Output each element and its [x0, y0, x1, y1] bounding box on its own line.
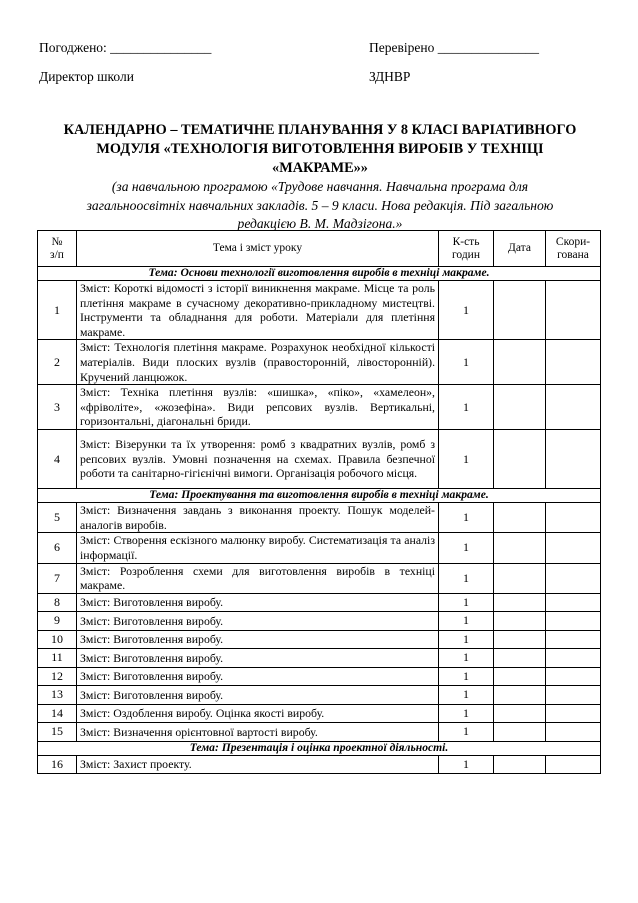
lesson-number: 8 [38, 593, 77, 612]
table-row [38, 649, 601, 668]
date-cell[interactable] [494, 533, 546, 563]
corrected-date-cell[interactable] [546, 430, 601, 489]
table-row [38, 385, 601, 430]
lesson-topic [77, 723, 439, 742]
corrected-date-cell[interactable] [546, 723, 601, 742]
lesson-topic [77, 281, 439, 340]
topic-line: Зміст: Виготовлення виробу. [80, 650, 224, 665]
table-row [38, 667, 601, 686]
lesson-number: 4 [38, 430, 77, 489]
section-row [38, 741, 601, 755]
header-text: з/п [50, 248, 64, 261]
approval-field: Погоджено: _______________ [39, 40, 212, 55]
corrected-date-cell[interactable] [546, 649, 601, 668]
lesson-topic [77, 563, 439, 593]
date-cell[interactable] [494, 612, 546, 631]
lesson-topic [77, 533, 439, 563]
subtitle-line: загальноосвітніх навчальних закладів. 5 – 9 класи. Нова редакція. Під загальною [86, 197, 554, 213]
lesson-number: 15 [38, 723, 77, 742]
corrected-date-cell[interactable] [546, 533, 601, 563]
lesson-topic [77, 704, 439, 723]
topic-line: горизонтальні, діагональні бриди. [80, 414, 251, 429]
date-cell[interactable] [494, 281, 546, 340]
lesson-hours: 1 [439, 630, 494, 649]
table-row [38, 503, 601, 533]
lesson-number: 12 [38, 667, 77, 686]
subtitle-line: редакцією В. М. Мадзігона.» [237, 216, 403, 231]
topic-line: Зміст: Технологія плетіння макраме. Розрахунок необхідної [80, 340, 386, 355]
section-title: Тема: Основи технології виготовлення виробів в техніці макраме. [38, 267, 601, 281]
date-cell[interactable] [494, 686, 546, 705]
topic-line: Зміст: Визначення орієнтовної вартості виробу. [80, 724, 318, 739]
lesson-topic [77, 667, 439, 686]
lesson-hours: 1 [439, 649, 494, 668]
lesson-number: 16 [38, 755, 77, 774]
date-cell[interactable] [494, 385, 546, 430]
page-subtitle [40, 178, 600, 234]
lesson-number: 9 [38, 612, 77, 631]
lesson-hours: 1 [439, 612, 494, 631]
topic-line: лівосторонній). Кручений ланцюжок. [80, 354, 436, 384]
topic-line: Зміст: Короткі відомості з історії виникнення макраме. Місце та [80, 281, 409, 295]
lesson-hours: 1 [439, 533, 494, 563]
corrected-date-cell[interactable] [546, 630, 601, 649]
date-cell[interactable] [494, 340, 546, 385]
section-row [38, 267, 601, 281]
deputy-label: ЗДНВР [369, 69, 411, 84]
corrected-date-cell[interactable] [546, 503, 601, 533]
topic-line: Зміст: Визначення завдань з виконання проекту. Пошук [80, 503, 383, 518]
lesson-hours: 1 [439, 755, 494, 774]
topic-line: роль плетіння макраме в сучасному декоративно-прикладному [80, 281, 435, 310]
header-text: № [51, 235, 63, 248]
corrected-date-cell[interactable] [546, 704, 601, 723]
lesson-number: 13 [38, 686, 77, 705]
corrected-date-cell[interactable] [546, 755, 601, 774]
title-line: КАЛЕНДАРНО – ТЕМАТИЧНЕ ПЛАНУВАННЯ У 8 КЛАСІ ВАРІАТИВНОГО [63, 122, 577, 138]
header-text: Скори- [555, 235, 591, 248]
header-text: Тема і зміст уроку [212, 242, 303, 254]
lesson-topic [77, 430, 439, 489]
topic-line: Зміст: Захист проекту. [80, 757, 192, 772]
title-line: «МАКРАМЕ»» [272, 160, 368, 176]
date-cell[interactable] [494, 430, 546, 489]
col-header-corrected [546, 231, 601, 267]
topic-line: з репсових вузлів. Умовні позначення на схемах. Правила [80, 437, 435, 466]
topic-line: Зміст: Візерунки та їх утворення: ромб з квадратних вузлів, ромб [80, 437, 426, 452]
table-row [38, 533, 601, 563]
topic-line: безпечної роботи та санітарно-гігієнічні вимоги. Організація [80, 451, 436, 481]
lesson-hours: 1 [439, 563, 494, 593]
lesson-number: 2 [38, 340, 77, 385]
table-row [38, 630, 601, 649]
lesson-number: 10 [38, 630, 77, 649]
corrected-date-cell[interactable] [546, 385, 601, 430]
col-header-date [494, 231, 546, 267]
table-header-row [38, 231, 601, 267]
date-cell[interactable] [494, 503, 546, 533]
lesson-topic [77, 630, 439, 649]
lesson-topic [77, 755, 439, 774]
corrected-date-cell[interactable] [546, 340, 601, 385]
topic-line: аналіз інформації. [80, 533, 435, 562]
lesson-topic [77, 503, 439, 533]
topic-line: для плетіння макраме. [80, 310, 435, 339]
topic-line: мистецтві. Інструменти та обладнання для роботи. Матеріали [80, 295, 435, 325]
lesson-hours: 1 [439, 385, 494, 430]
topic-line: макраме. [80, 578, 126, 593]
col-header-number [38, 231, 77, 267]
lesson-topic [77, 593, 439, 612]
corrected-date-cell[interactable] [546, 281, 601, 340]
topic-line: Зміст: Виготовлення виробу. [80, 687, 224, 702]
table-row [38, 340, 601, 385]
col-header-hours [439, 231, 494, 267]
topic-line: Зміст: Виготовлення виробу. [80, 632, 224, 647]
subtitle-line: (за навчальною програмою «Трудове навчання. Навчальна програма для [111, 179, 529, 194]
table-row [38, 723, 601, 742]
lesson-topic [77, 649, 439, 668]
lesson-hours: 1 [439, 723, 494, 742]
lesson-number: 14 [38, 704, 77, 723]
lesson-hours: 1 [439, 686, 494, 705]
corrected-date-cell[interactable] [546, 563, 601, 593]
date-cell[interactable] [494, 704, 546, 723]
topic-line: моделей-аналогів виробів. [80, 503, 435, 532]
header-text: годин [451, 248, 480, 261]
lesson-hours: 1 [439, 704, 494, 723]
lesson-number: 11 [38, 649, 77, 668]
topic-line: Зміст: Розроблення схеми для виготовлення виробів в техніці [80, 563, 435, 578]
table-row [38, 593, 601, 612]
title-line: МОДУЛЯ «ТЕХНОЛОГІЯ ВИГОТОВЛЕННЯ ВИРОБІВ У ТЕХНІЦІ [96, 141, 544, 157]
topic-line: Зміст: Створення ескізного малюнку виробу. Систематизація та [80, 533, 402, 548]
corrected-date-cell[interactable] [546, 593, 601, 612]
topic-line: «фріволіте», «жозефіна». Види репсових вузлів. Вертикальні, [80, 399, 435, 414]
section-row [38, 489, 601, 503]
lesson-number: 6 [38, 533, 77, 563]
date-cell[interactable] [494, 630, 546, 649]
date-cell[interactable] [494, 593, 546, 612]
lesson-hours: 1 [439, 503, 494, 533]
lesson-hours: 1 [439, 593, 494, 612]
date-cell[interactable] [494, 755, 546, 774]
topic-line: Зміст: Виготовлення виробу. [80, 669, 224, 684]
lesson-number: 7 [38, 563, 77, 593]
plan-table [37, 230, 601, 774]
lesson-hours: 1 [439, 281, 494, 340]
checked-field: Перевірено _______________ [369, 40, 539, 55]
topic-line: Зміст: Оздоблення виробу. Оцінка якості виробу. [80, 706, 325, 721]
topic-line: Зміст: Техніка плетіння вузлів: «шишка», «піко», «хамелеон», [80, 385, 435, 400]
lesson-number: 1 [38, 281, 77, 340]
topic-line: робочого місця. [337, 466, 418, 481]
page-title [40, 121, 600, 178]
corrected-date-cell[interactable] [546, 667, 601, 686]
date-cell[interactable] [494, 649, 546, 668]
section-title: Тема: Проектування та виготовлення виробів в техніці макраме. [38, 489, 601, 503]
topic-line: Зміст: Виготовлення виробу. [80, 613, 224, 628]
table-row [38, 430, 601, 489]
col-header-topic [77, 231, 439, 267]
lesson-topic [77, 385, 439, 430]
corrected-date-cell[interactable] [546, 686, 601, 705]
lesson-number: 5 [38, 503, 77, 533]
header-text: К-сть [452, 235, 480, 248]
table-row [38, 281, 601, 340]
table-row [38, 686, 601, 705]
corrected-date-cell[interactable] [546, 612, 601, 631]
table-row [38, 612, 601, 631]
table-row [38, 563, 601, 593]
header-text: гована [557, 248, 589, 261]
date-cell[interactable] [494, 723, 546, 742]
table-row [38, 755, 601, 774]
lesson-hours: 1 [439, 340, 494, 385]
lesson-number: 3 [38, 385, 77, 430]
lesson-topic [77, 612, 439, 631]
table-row [38, 704, 601, 723]
lesson-hours: 1 [439, 667, 494, 686]
lesson-topic [77, 340, 439, 385]
lesson-hours: 1 [439, 430, 494, 489]
topic-line: Зміст: Виготовлення виробу. [80, 595, 224, 610]
lesson-topic [77, 686, 439, 705]
section-title: Тема: Презентація і оцінка проектної діяльності. [38, 741, 601, 755]
topic-line: кількості матеріалів. Види плоских вузлів (правосторонній, [80, 340, 436, 369]
header-text: Дата [508, 242, 531, 254]
date-cell[interactable] [494, 563, 546, 593]
director-label: Директор школи [39, 69, 134, 84]
date-cell[interactable] [494, 667, 546, 686]
